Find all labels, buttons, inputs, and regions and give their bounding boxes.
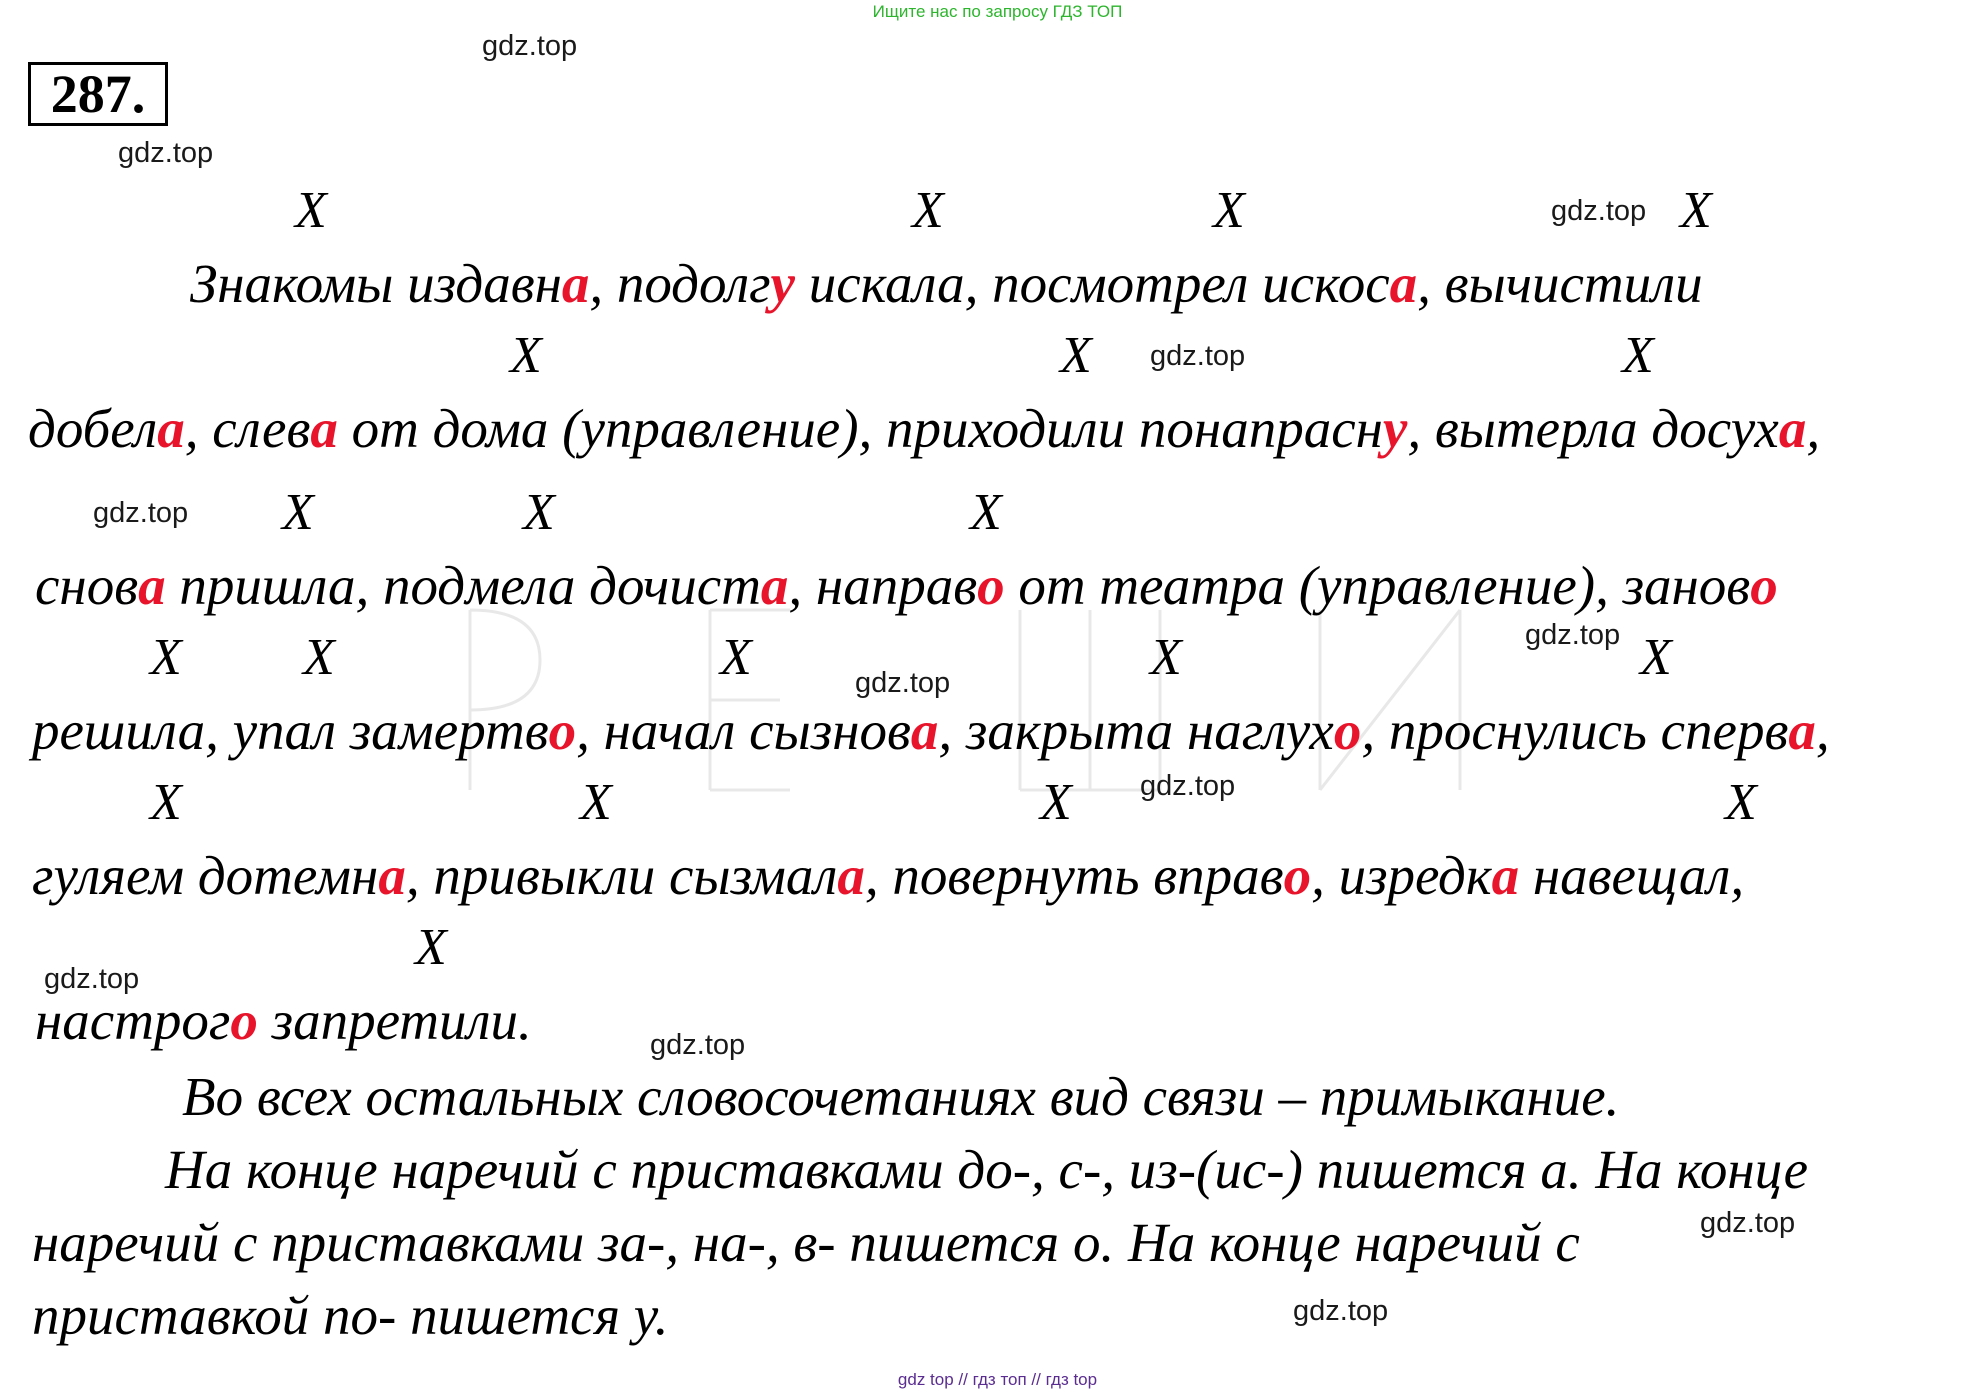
line-text: , закрыта наглух — [938, 700, 1334, 761]
x-mark: X — [912, 182, 944, 239]
highlighted-ending: о — [230, 990, 258, 1051]
highlighted-ending: а — [1389, 253, 1418, 314]
x-mark: X — [580, 774, 612, 831]
x-mark: X — [1150, 629, 1182, 686]
line-text: , — [1815, 700, 1830, 761]
line-text: настрог — [35, 990, 231, 1051]
highlighted-ending: а — [910, 700, 939, 761]
line-text: искала, посмотрел искос — [794, 253, 1390, 314]
highlighted-ending: а — [1491, 845, 1520, 906]
highlighted-ending: а — [1778, 398, 1807, 459]
x-mark: X — [282, 484, 314, 541]
line-text: навещал, — [1519, 845, 1745, 906]
conclusion-line: Во всех остальных словосочетаниях вид связи – примыкание. — [182, 1066, 1620, 1127]
watermark: gdz.top — [118, 137, 214, 169]
highlighted-ending: а — [760, 555, 789, 616]
highlighted-ending: а — [138, 555, 166, 616]
line-text: добел — [28, 398, 158, 459]
line-text: решила, упал замертв — [32, 700, 549, 761]
highlighted-ending: о — [1283, 845, 1312, 906]
line-text: , подолг — [589, 253, 771, 314]
watermark: gdz.top — [482, 30, 578, 62]
watermark: gdz.top — [1525, 619, 1621, 651]
line-text: от театра (управление), занов — [1004, 555, 1751, 616]
x-mark: X — [295, 182, 327, 239]
x-mark: X — [970, 484, 1002, 541]
x-mark: X — [720, 629, 752, 686]
line-text: , слев — [184, 398, 311, 459]
exercise-line — [28, 397, 1820, 461]
highlighted-ending: о — [977, 555, 1005, 616]
conclusion-line: приставкой по- пишется у. — [32, 1285, 669, 1346]
line-text: запретили. — [257, 990, 532, 1051]
line-text: , направ — [788, 555, 978, 616]
task-number: 287. — [28, 62, 168, 126]
watermark: gdz.top — [855, 667, 951, 699]
footer-links: gdz top // гдз топ // гдз top — [897, 1370, 1098, 1389]
conclusion-line: На конце наречий с приставками до-, с-, из-(ис-) пишется а. На конце — [165, 1139, 1808, 1200]
line-text: , начал сызнов — [576, 700, 911, 761]
top-banner: Ищите нас по запросу ГДЗ ТОП — [872, 2, 1123, 21]
line-text: , повернуть вправ — [864, 845, 1284, 906]
watermark: gdz.top — [1140, 770, 1236, 802]
line-text: , вычистили — [1417, 253, 1703, 314]
line-text: , проснулись сперв — [1361, 700, 1789, 761]
x-mark: X — [1213, 182, 1245, 239]
highlighted-ending: о — [548, 700, 577, 761]
highlighted-ending: о — [1333, 700, 1362, 761]
line-text: пришла, подмела дочист — [165, 555, 761, 616]
x-mark: X — [150, 629, 182, 686]
x-mark: X — [1040, 774, 1072, 831]
watermark: gdz.top — [1551, 195, 1647, 227]
x-mark: X — [303, 629, 335, 686]
exercise-line — [35, 554, 1778, 618]
highlighted-ending: о — [1750, 555, 1778, 616]
x-mark: X — [1680, 182, 1712, 239]
line-text: , привыкли сызмал — [405, 845, 838, 906]
x-mark: X — [150, 774, 182, 831]
line-text: , — [1806, 398, 1821, 459]
line-text: Знакомы издавн — [190, 253, 562, 314]
conclusion-line: наречий с приставками за-, на-, в- пишется о. На конце наречий с — [32, 1212, 1580, 1273]
x-mark: X — [1640, 629, 1672, 686]
line-text: гуляем дотемн — [32, 845, 379, 906]
x-mark: X — [1622, 327, 1654, 384]
highlighted-ending: а — [561, 253, 590, 314]
x-mark: X — [523, 484, 555, 541]
watermark: gdz.top — [44, 963, 140, 995]
highlighted-ending: а — [310, 398, 338, 459]
highlighted-ending: а — [837, 845, 865, 906]
line-text: от дома (управление), приходили понапрасн — [337, 398, 1383, 459]
watermark: gdz.top — [93, 497, 189, 529]
highlighted-ending: а — [378, 845, 406, 906]
line-text: , изредк — [1311, 845, 1492, 906]
watermark: gdz.top — [1150, 340, 1246, 372]
exercise-line — [32, 699, 1830, 763]
watermark: gdz.top — [650, 1029, 746, 1061]
x-mark: X — [510, 327, 542, 384]
highlighted-ending: а — [1788, 700, 1816, 761]
watermark: gdz.top — [1700, 1207, 1796, 1239]
line-text: , вытерла досух — [1407, 398, 1779, 459]
line-text: снов — [35, 555, 139, 616]
exercise-line — [32, 844, 1744, 908]
highlighted-ending: у — [1382, 398, 1408, 459]
x-mark: X — [415, 919, 447, 976]
watermark: gdz.top — [1293, 1295, 1389, 1327]
highlighted-ending: у — [770, 253, 795, 314]
exercise-line — [35, 989, 532, 1053]
x-mark: X — [1060, 327, 1092, 384]
exercise-line — [190, 252, 1703, 316]
highlighted-ending: а — [157, 398, 185, 459]
x-mark: X — [1725, 774, 1757, 831]
